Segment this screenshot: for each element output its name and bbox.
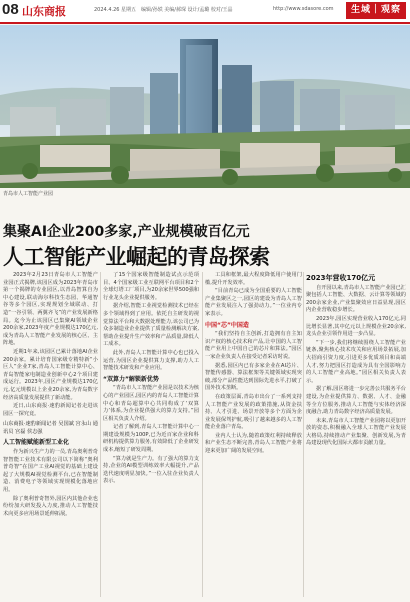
column-divider [100, 272, 101, 597]
column-badge: ⽣域｜观察 [346, 2, 406, 19]
column-2 [103, 272, 199, 487]
paragraph: 近日,山东商报·速豹新闻记者走进该园区一探究竟。 [3, 403, 98, 417]
paragraph: “目前青岛已成为全国重要的人工智能产业集聚区之一,园区的建设为青岛人工智能产业发展注入了强劲动力。”一位业内专家表示。 [205, 288, 302, 317]
subhead: 中国“芯”中国造 [205, 321, 249, 329]
subhead: “双算力”解锁新优势 [103, 375, 159, 383]
section-title: 山东商报 [22, 5, 66, 18]
paragraph: 据介绍,智能工业视觉检测技术已经在多个领域得到了应用。依托自主研发的视觉算法平台和大数据处理能力,该公司已为众多制造业企业提供了质量检测解决方案,帮助企业提升生产效率和产品质量,降低人工成本。 [103, 303, 199, 348]
paragraph: 据了解,园区将进一步完善公共服务平台建设,为企业提供算力、数据、人才、金融等全方位服务,推动人工智能与实体经济深度融合,助力青岛数字经济高质量发展。 [306, 386, 406, 416]
paragraph: “我们坚持自主创新,打造拥有自主知识产权的核心技术和产品,让中国的人工智能产业用上中国自己的芯片和算法。”园区一家企业负责人在接受记者采访时说。 [205, 331, 302, 360]
subhead: 人工智能赋能新型工业化 [3, 439, 70, 447]
hero-photo [0, 25, 410, 188]
article-headline: 人工智能产业崛起的青岛探索 [3, 245, 270, 269]
paragraph: 除了奥利普奇智外,园区内其他企业也纷纷加大研发投入力度,推动人工智能技术向更多应用场景延伸拓展。 [3, 495, 98, 517]
paragraph: 在政策层面,青岛市出台了一系列支持人工智能产业发展的政策措施,从资金扶持、人才引进、场景开放等多个方面为企业发展保驾护航,吸引了越来越多的人工智能企业落户青岛。 [205, 393, 302, 431]
issue-meta: 2024.4.26 星期五 编辑/孙轶 美编/郝琛 设计/孟璐 校对/王晶 [94, 7, 233, 13]
column-4 [306, 272, 406, 449]
paragraph: 近期1年来,该园区已累计落地AI企业200余家。累计培育国家级专精特新“小巨人”企业7家,青岛人工智能计算中心、青岛智能家电制造业创新中心2个项目建成运行。2023年,园区产业规模达170亿元,亿元规模以上企业20余家,为青岛数字经济高质量发展提供了新动能。 [3, 348, 98, 401]
paragraph: 了15个国家级智能制造试点示范项目、4个国家级工业互联网平台项目和2个全球灯塔工厂项目,为20余家世界500强和行业龙头企业提供服务。 [103, 272, 199, 301]
paragraph: 工具和框架,最大程度降低用户使用门槛,提升开发效率。 [205, 272, 302, 286]
header-rule [0, 22, 410, 24]
paragraph: “青岛市人工智能产业园是以技术为核心的产业园区,园区内的青岛人工智能计算中心和青岛超算中心共同构成了‘双算力’体系,为企业提供强大的算力支持。”园区相关负责人介绍。 [103, 385, 199, 422]
column-3 [205, 272, 302, 457]
column-divider [202, 272, 203, 597]
page-number: 08 [2, 1, 19, 18]
paragraph: 记者了解到,青岛人工智能计算中心一期建设规模为100P,已为近百家企业和科研机构提供算力服务,有效降低了企业研发成本,缩短了研发周期。 [103, 424, 199, 454]
paragraph: 2023年,园区实现营业收入170亿元,同比增长显著,其中亿元以上规模企业20余家,龙头企业引领作用进一步凸显。 [306, 315, 406, 338]
paragraph: 业内人士认为,随着政策红利持续释放和产业生态不断完善,青岛人工智能产业将迎来更加广阔的发展空间。 [205, 432, 302, 455]
site-url[interactable]: http://www.sdasore.com [273, 6, 334, 12]
column-divider [303, 272, 304, 597]
paragraph: 据悉,园区内已有多家企业在AI芯片、智能传感器、算法框架等关键领域实现突破,部分产品性能达到国际先进水平,打破了国外技术垄断。 [205, 362, 302, 392]
paragraph: “下一步,我们将继续围绕人工智能产业链条,聚焦核心技术攻关和应用场景拓展,加大招商引资力度,引进更多优质项目和高端人才,努力把园区打造成为具有全国影响力的人工智能产业高地。”园区相关负责人表示。 [306, 339, 406, 384]
paragraph: 作为新兴生产力的一员,青岛奥利普奇智智能工业技术有限公司以下简称“奥利普奇智”在国产工业AI视觉的基础上建设起了大规模AI视觉检测平台,已在智能制造、消费电子等领域实现规模化落地应用。 [3, 449, 98, 494]
article-kicker: 集聚AI企业200多家,产业规模破百亿元 [3, 224, 250, 240]
paragraph: 2023年2月23日青岛市人工智能产业园正式揭牌,该园区成为2023年青岛市第一个揭牌的专业园区,以青岛智算自为中心建设,联动海尔科技生态园、华通智谷等多个园区,实现规划全域联动、打造“一谷引领、两翼齐飞”的产业发展新格局。迄今为止该园区已集聚AI领域企业200余家,2023年度产业规模达170亿元,成为青岛人工智能产业发展的核心区、主阵地。 [3, 272, 98, 347]
paragraph: 此外,青岛人工智能计算中心也已投入运营,为园区企业提供算力支撑,助力人工智能技术研发和产业应用。 [103, 349, 199, 372]
photo-caption: 青岛市人工智能产业园 [3, 191, 54, 197]
paragraph: “算力就是生产力。有了强大的算力支持,企业的AI模型训练效率大幅提升,产品迭代速度明显加快。”一位入驻企业负责人表示。 [103, 455, 199, 485]
paragraph: 未来,青岛市人工智能产业园将以更加开放的姿态,积极融入全球人工智能产业发展大格局,持续推动产业集聚、创新发展,为青岛建设现代化国际大都市贡献力量。 [306, 417, 406, 447]
author-line: 山东商报·速豹新闻记者 吴国斌 宫永山 通讯员 宫磊 侯志强 [3, 421, 98, 435]
page-header [0, 0, 410, 22]
column-1 [3, 272, 98, 519]
paragraph: 自开园以来,青岛市人工智能产业园已汇聚包括人工智能、大数据、云计算等领域的200余家企业,产业集聚效应日益显现,园区内企业营收稳步增长。 [306, 284, 406, 314]
subhead: 2023年营收170亿元 [306, 274, 376, 282]
